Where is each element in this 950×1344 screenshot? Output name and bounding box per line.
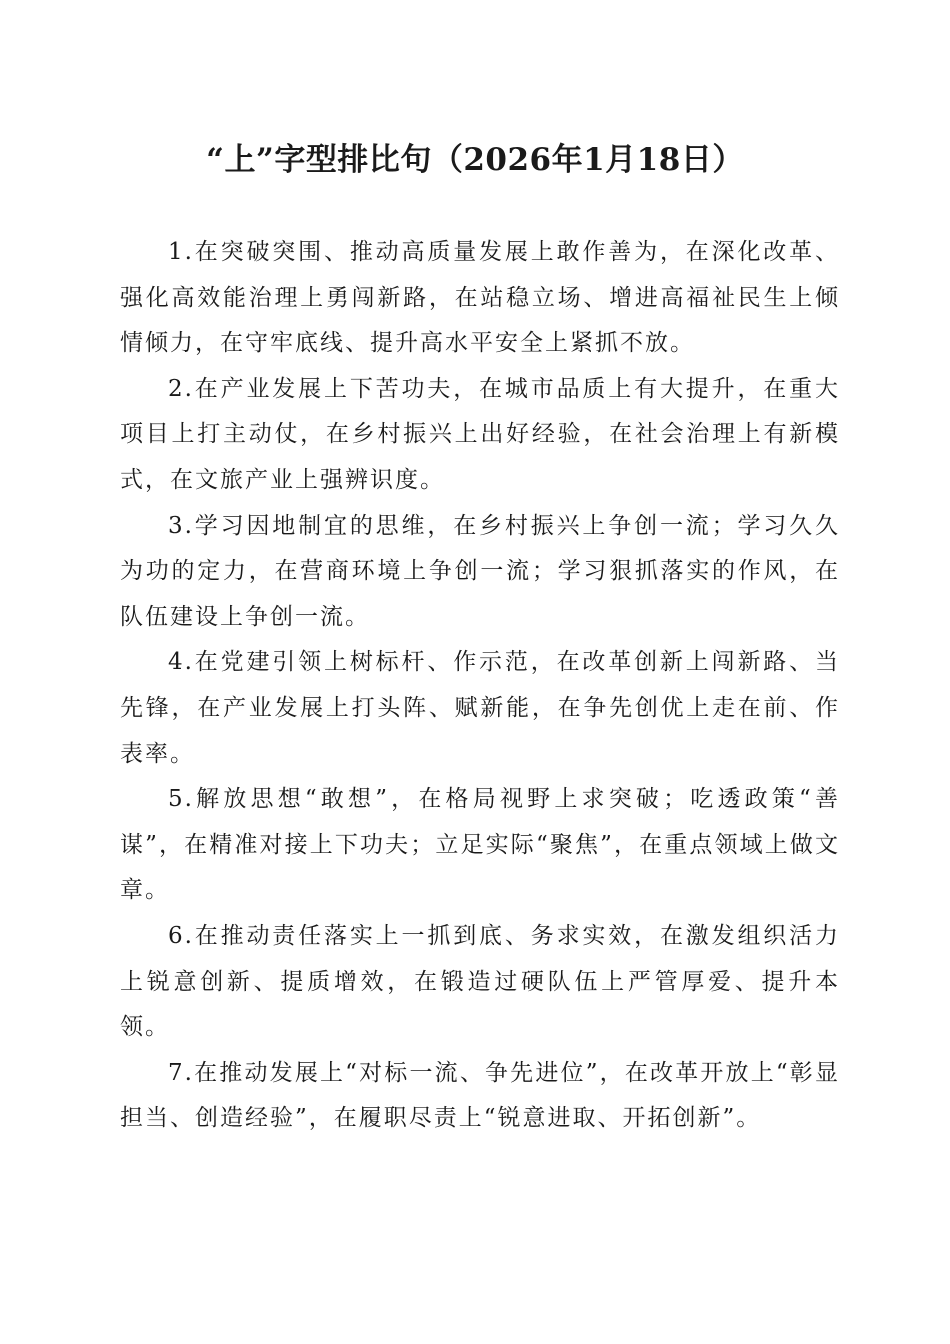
paragraph-1: 1.在突破突围、推动高质量发展上敢作善为，在深化改革、强化高效能治理上勇闯新路，在站稳立场、增进高福祉民生上倾情倾力，在守牢底线、提升高水平安全上紧抓不放。	[120, 239, 840, 357]
paragraph-5: 5.解放思想“敢想”，在格局视野上求突破；吃透政策“善谋”，在精准对接上下功夫；立足实际“聚焦”，在重点领域上做文章。	[120, 786, 840, 904]
document-body	[120, 230, 840, 1142]
paragraph-3: 3.学习因地制宜的思维，在乡村振兴上争创一流；学习久久为功的定力，在营商环境上争创一流；学习狠抓落实的作风，在队伍建设上争创一流。	[120, 512, 840, 630]
paragraph-7: 7.在推动发展上“对标一流、争先进位”，在改革开放上“彰显担当、创造经验”，在履职尽责上“锐意进取、开拓创新”。	[120, 1059, 840, 1132]
paragraph-6: 6.在推动责任落实上一抓到底、务求实效，在激发组织活力上锐意创新、提质增效，在锻造过硬队伍上严管厚爱、提升本领。	[120, 922, 840, 1041]
paragraph-4: 4.在党建引领上树标杆、作示范，在改革创新上闯新路、当先锋，在产业发展上打头阵、赋新能，在争先创优上走在前、作表率。	[120, 649, 840, 767]
document-title: “上”字型排比句（2026年1月18日）	[206, 142, 744, 178]
paragraph-2: 2.在产业发展上下苦功夫，在城市品质上有大提升，在重大项目上打主动仗，在乡村振兴上出好经验，在社会治理上有新模式，在文旅产业上强辨识度。	[120, 375, 840, 493]
